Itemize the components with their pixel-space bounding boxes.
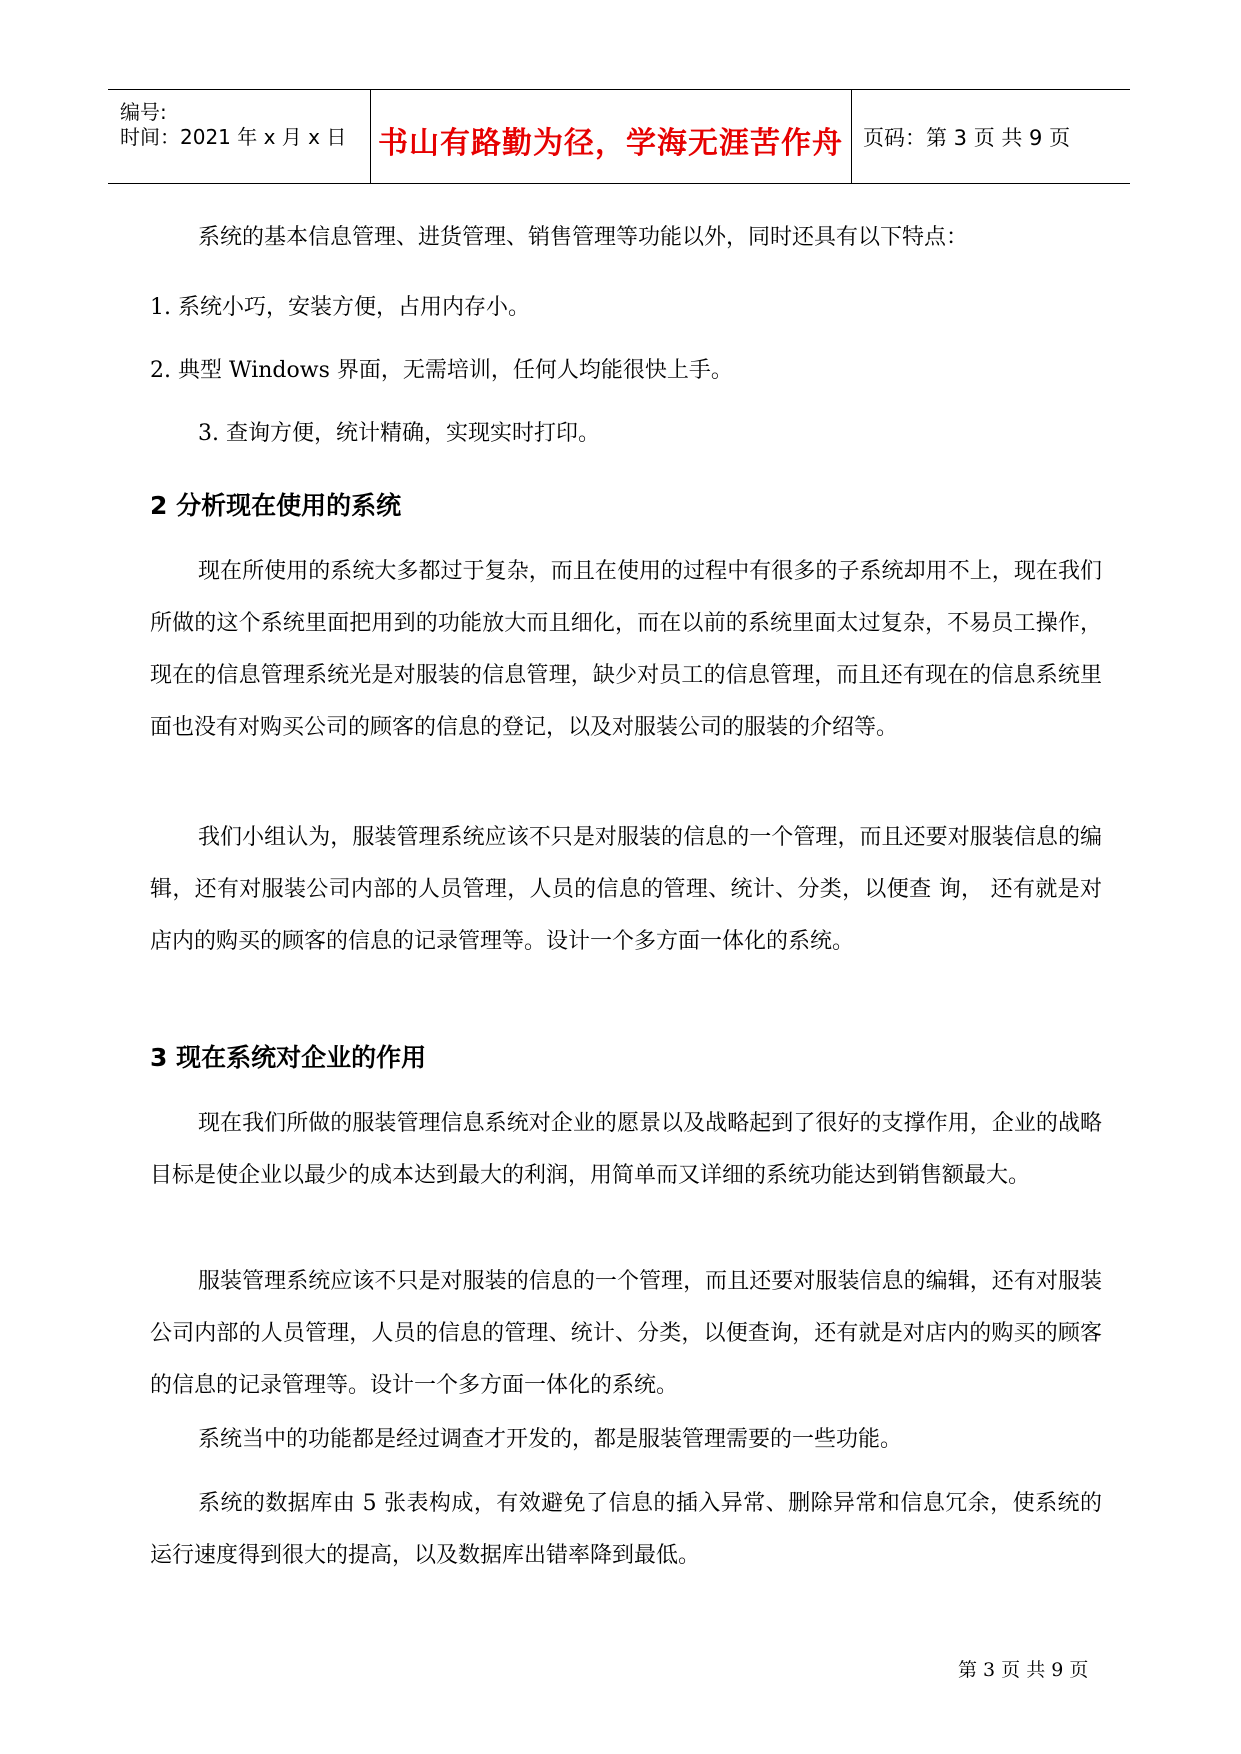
section-3-paragraph-4: 系统的数据库由 5 张表构成，有效避免了信息的插入异常、删除异常和信息冗余，使系统的运行速度得到很大的提高，以及数据库出错率降到最低。 — [150, 1491, 1102, 1568]
header-meta-cell — [108, 90, 371, 183]
header-page-info: 页码：第 3 页 共 9 页 — [863, 126, 1071, 150]
section-2-paragraph-1: 现在所使用的系统大多都过于复杂，而且在使用的过程中有很多的子系统却用不上，现在我们所做的这个系统里面把用到的功能放大而且细化，而在以前的系统里面太过复杂，不易员工操作，现在的信息管理系统光是对服装的信息管理，缺少对员工的信息管理，而且还有现在的信息系统里面也没有对购买公司的顾客的信息的登记，以及对服装公司的服装的介绍等。 — [150, 559, 1102, 740]
header-motto-cell — [370, 90, 852, 183]
page-header — [108, 89, 1130, 184]
feature-item-2: 2. 典型 Windows 界面，无需培训，任何人均能很快上手。 — [150, 358, 733, 383]
section-2-paragraph-2: 我们小组认为，服装管理系统应该不只是对服装的信息的一个管理，而且还要对服装信息的编辑，还有对服装公司内部的人员管理，人员的信息的管理、统计、分类，以便查 询， 还有就是对店内的购买的顾客的信息的记录管理等。设计一个多方面一体化的系统。 — [150, 825, 1102, 954]
feature-item-1: 1. 系统小巧，安装方便，占用内存小。 — [150, 295, 530, 320]
intro-paragraph: 系统的基本信息管理、进货管理、销售管理等功能以外，同时还具有以下特点： — [198, 225, 969, 250]
page-footer: 第 3 页 共 9 页 — [958, 1659, 1089, 1681]
section-3-paragraph-2: 服装管理系统应该不只是对服装的信息的一个管理，而且还要对服装信息的编辑，还有对服装公司内部的人员管理，人员的信息的管理、统计、分类，以便查询，还有就是对店内的购买的顾客的信息的记录管理等。设计一个多方面一体化的系统。 — [150, 1269, 1102, 1398]
section-3-heading: 3 现在系统对企业的作用 — [150, 1043, 427, 1072]
motto-text: 书山有路勤为径，学海无涯苦作舟 — [378, 126, 843, 161]
doc-number-label: 编号: — [120, 100, 167, 124]
section-3-paragraph-3: 系统当中的功能都是经过调查才开发的，都是服装管理需要的一些功能。 — [198, 1427, 903, 1452]
doc-time-label: 时间：2021 年 x 月 x 日 — [120, 125, 347, 149]
section-2-heading: 2 分析现在使用的系统 — [150, 491, 402, 520]
section-3-paragraph-1: 现在我们所做的服装管理信息系统对企业的愿景以及战略起到了很好的支撑作用，企业的战略目标是使企业以最少的成本达到最大的利润，用简单而又详细的系统功能达到销售额最大。 — [150, 1111, 1102, 1188]
feature-item-3: 3. 查询方便，统计精确，实现实时打印。 — [198, 421, 600, 446]
header-page-cell — [851, 90, 1130, 183]
